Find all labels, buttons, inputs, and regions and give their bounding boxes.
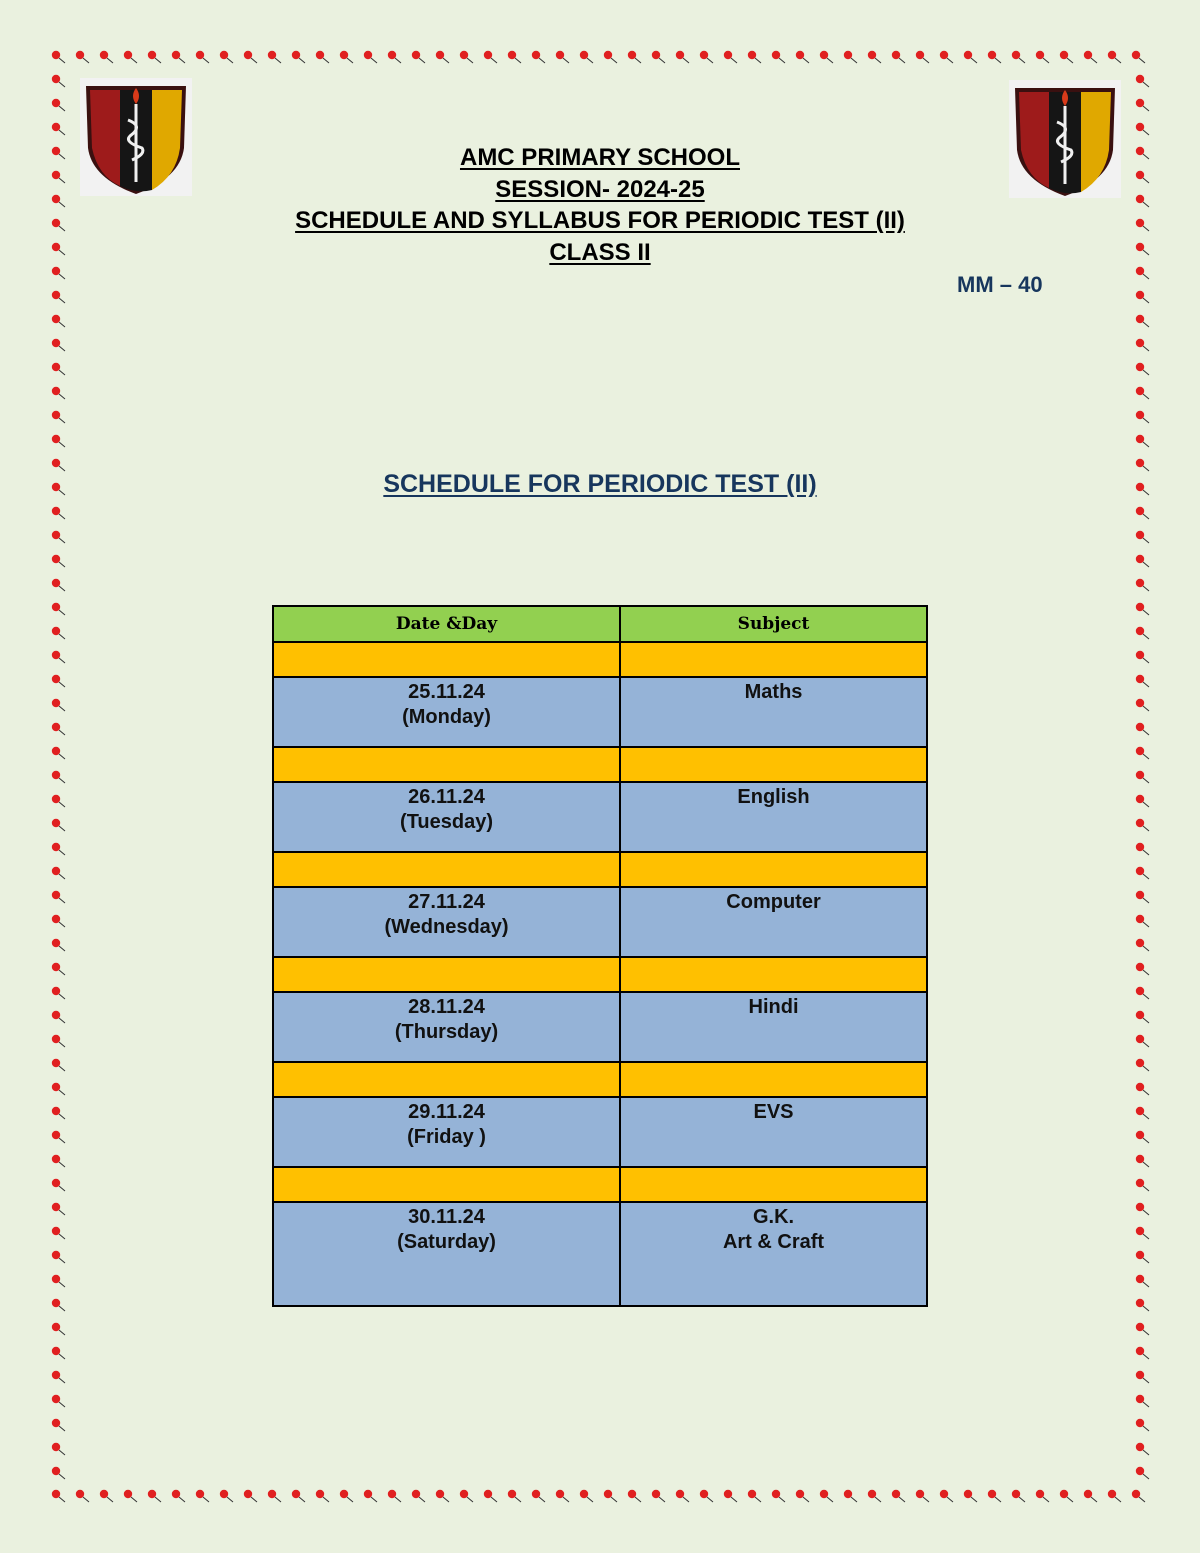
border-pin [772, 51, 785, 63]
border-pin [1136, 867, 1149, 879]
document-title: SCHEDULE AND SYLLABUS FOR PERIODIC TEST (II) [295, 207, 905, 234]
table-row [273, 782, 927, 852]
border-pin [484, 1490, 497, 1502]
border-pin [556, 1490, 569, 1502]
border-pin [292, 1490, 305, 1502]
session-line: SESSION- 2024-25 [495, 175, 705, 203]
spacer-cell [273, 852, 620, 887]
document-header [0, 142, 1200, 268]
border-pin [1136, 1083, 1149, 1095]
border-pin [196, 51, 209, 63]
day-text: (Saturday) [397, 1231, 496, 1253]
border-pin [556, 51, 569, 63]
border-pin [436, 51, 449, 63]
date-text: 27.11.24 [408, 891, 485, 913]
border-pin [628, 51, 641, 63]
border-pin [820, 1490, 833, 1502]
date-text: 29.11.24 [408, 1101, 485, 1123]
border-pin [100, 1490, 113, 1502]
border-pin [316, 51, 329, 63]
border-pin [1136, 555, 1149, 567]
border-pin [1136, 1467, 1149, 1479]
border-pin [52, 675, 65, 687]
border-pin [652, 1490, 665, 1502]
school-name: AMC PRIMARY SCHOOL [459, 144, 740, 171]
border-pin [1108, 51, 1121, 63]
border-pin [52, 531, 65, 543]
border-pin [52, 1395, 65, 1407]
column-header-subject: Subject [620, 606, 927, 642]
spacer-cell [273, 642, 620, 677]
border-pin [220, 1490, 233, 1502]
subject-text: Maths [744, 681, 803, 703]
border-pin [604, 1490, 617, 1502]
spacer-row [273, 1167, 927, 1202]
border-pin [1136, 939, 1149, 951]
border-pin [1036, 1490, 1049, 1502]
border-pin [52, 1203, 65, 1215]
border-pin [52, 99, 65, 111]
border-pin [76, 51, 89, 63]
border-pin [52, 747, 65, 759]
border-pin [1132, 51, 1145, 63]
border-pin [52, 75, 65, 87]
border-pin [580, 1490, 593, 1502]
border-pin [220, 51, 233, 63]
border-pin [1136, 1419, 1149, 1431]
border-pin [52, 651, 65, 663]
border-pin [820, 51, 833, 63]
day-text: (Thursday) [394, 1021, 499, 1043]
border-pin [52, 315, 65, 327]
border-pin [244, 1490, 257, 1502]
border-pin [652, 51, 665, 63]
border-pin [292, 51, 305, 63]
border-pin [1136, 531, 1149, 543]
table-row [273, 1097, 927, 1167]
border-pin [412, 1490, 425, 1502]
border-pin [460, 1490, 473, 1502]
border-pin [892, 1490, 905, 1502]
subject-cell [620, 992, 927, 1062]
border-pin [52, 579, 65, 591]
subject-text: English [737, 786, 810, 808]
border-pin [1136, 507, 1149, 519]
border-pin [268, 51, 281, 63]
day-text: (Tuesday) [400, 811, 494, 833]
border-pin [1136, 1011, 1149, 1023]
border-pin [1136, 747, 1149, 759]
subject-text-secondary: Art & Craft [722, 1231, 825, 1253]
border-pin [724, 1490, 737, 1502]
spacer-cell [620, 747, 927, 782]
table-row [273, 677, 927, 747]
border-pin [1136, 1203, 1149, 1215]
border-pin [52, 1323, 65, 1335]
border-pin [52, 987, 65, 999]
spacer-cell [620, 642, 927, 677]
border-pin [52, 291, 65, 303]
subject-text: EVS [753, 1101, 794, 1123]
border-pin [1136, 963, 1149, 975]
border-pin [508, 1490, 521, 1502]
schedule-table [272, 605, 928, 1307]
border-pin [52, 891, 65, 903]
border-pin [52, 1490, 65, 1502]
border-pin [1136, 795, 1149, 807]
border-pin [796, 51, 809, 63]
border-pin [1136, 387, 1149, 399]
spacer-cell [273, 1167, 620, 1202]
border-pin [1136, 1179, 1149, 1191]
border-pin [52, 363, 65, 375]
border-pin [52, 843, 65, 855]
subject-cell [620, 782, 927, 852]
border-pin [52, 1419, 65, 1431]
border-pin [1136, 675, 1149, 687]
border-pin [52, 1155, 65, 1167]
border-pin [1136, 1227, 1149, 1239]
border-pin [52, 723, 65, 735]
border-pin [1136, 627, 1149, 639]
border-pin [964, 1490, 977, 1502]
border-pin [268, 1490, 281, 1502]
border-pin [868, 51, 881, 63]
border-pin [52, 963, 65, 975]
spacer-row [273, 852, 927, 887]
border-pin [940, 51, 953, 63]
border-pin [532, 51, 545, 63]
border-pin [388, 1490, 401, 1502]
border-pin [1012, 1490, 1025, 1502]
border-pin [52, 267, 65, 279]
border-pin [1060, 51, 1073, 63]
border-pin [508, 51, 521, 63]
border-pin [988, 51, 1001, 63]
subject-cell [620, 1097, 927, 1167]
border-pin [1136, 1059, 1149, 1071]
border-pin [940, 1490, 953, 1502]
border-pin [52, 555, 65, 567]
border-pin [124, 51, 137, 63]
border-pin [1136, 411, 1149, 423]
border-pin [1136, 1347, 1149, 1359]
border-pin [484, 51, 497, 63]
border-pin [1136, 891, 1149, 903]
border-pin [1136, 123, 1149, 135]
border-pin [844, 51, 857, 63]
border-pin [1036, 51, 1049, 63]
border-pin [1136, 1443, 1149, 1455]
border-pin [1136, 915, 1149, 927]
spacer-cell [273, 1062, 620, 1097]
border-pin [604, 51, 617, 63]
column-header-date: Date &Day [273, 606, 620, 642]
border-pin [1012, 51, 1025, 63]
border-pin [52, 795, 65, 807]
border-pin [52, 123, 65, 135]
border-pin [1136, 435, 1149, 447]
border-pin [868, 1490, 881, 1502]
border-pin [52, 1179, 65, 1191]
border-pin [676, 51, 689, 63]
date-text: 25.11.24 [408, 681, 485, 703]
border-pin [196, 1490, 209, 1502]
border-pin [52, 1107, 65, 1119]
border-pin [52, 1227, 65, 1239]
border-pin [532, 1490, 545, 1502]
border-pin [52, 435, 65, 447]
border-pin [1136, 1323, 1149, 1335]
border-pin [916, 1490, 929, 1502]
border-pin [1132, 1490, 1145, 1502]
date-cell [273, 887, 620, 957]
spacer-row [273, 747, 927, 782]
border-pin [844, 1490, 857, 1502]
border-pin [124, 1490, 137, 1502]
border-pin [244, 51, 257, 63]
border-pin [1136, 603, 1149, 615]
border-pin [52, 1011, 65, 1023]
border-pin [52, 51, 65, 63]
border-pin [1136, 819, 1149, 831]
spacer-cell [620, 1062, 927, 1097]
border-pin [52, 603, 65, 615]
day-text: (Monday) [402, 706, 491, 728]
border-pin [1136, 99, 1149, 111]
border-pin [52, 1251, 65, 1263]
date-cell [273, 1097, 620, 1167]
spacer-cell [273, 957, 620, 992]
border-pin [52, 1443, 65, 1455]
date-text: 28.11.24 [408, 996, 485, 1018]
border-pin [52, 387, 65, 399]
spacer-cell [620, 852, 927, 887]
spacer-cell [273, 747, 620, 782]
border-pin [52, 1347, 65, 1359]
border-pin [52, 1059, 65, 1071]
border-pin [436, 1490, 449, 1502]
subject-cell [620, 677, 927, 747]
border-pin [148, 51, 161, 63]
border-pin [52, 1275, 65, 1287]
spacer-row [273, 642, 927, 677]
border-pin [796, 1490, 809, 1502]
border-pin [52, 627, 65, 639]
spacer-row [273, 1062, 927, 1097]
date-text: 30.11.24 [408, 1206, 485, 1228]
border-pin [52, 339, 65, 351]
border-pin [52, 939, 65, 951]
subject-cell [620, 887, 927, 957]
border-pin [676, 1490, 689, 1502]
subject-text: G.K. [752, 1206, 795, 1228]
border-pin [892, 51, 905, 63]
border-pin [1136, 771, 1149, 783]
border-pin [412, 51, 425, 63]
border-pin [724, 51, 737, 63]
border-pin [1136, 1251, 1149, 1263]
day-text: (Friday ) [407, 1126, 486, 1148]
table-header-row [273, 606, 927, 642]
border-pin [52, 507, 65, 519]
border-pin [700, 1490, 713, 1502]
table-row [273, 992, 927, 1062]
border-pin [1136, 1107, 1149, 1119]
border-pin [1136, 1155, 1149, 1167]
date-cell [273, 782, 620, 852]
border-pin [1136, 267, 1149, 279]
border-pin [52, 1371, 65, 1383]
border-pin [1136, 363, 1149, 375]
border-pin [1084, 1490, 1097, 1502]
table-row [273, 887, 927, 957]
border-pin [52, 867, 65, 879]
subject-cell [620, 1202, 927, 1306]
border-pin [700, 51, 713, 63]
date-cell [273, 677, 620, 747]
date-cell [273, 992, 620, 1062]
spacer-cell [620, 957, 927, 992]
class-line: CLASS II [549, 238, 651, 266]
border-pin [1136, 843, 1149, 855]
border-pin [100, 51, 113, 63]
border-pin [1108, 1490, 1121, 1502]
border-pin [1136, 579, 1149, 591]
table-row [273, 1202, 927, 1306]
border-pin [1136, 699, 1149, 711]
border-pin [1060, 1490, 1073, 1502]
border-pin [52, 915, 65, 927]
spacer-cell [620, 1167, 927, 1202]
border-pin [172, 51, 185, 63]
border-pin [1136, 1299, 1149, 1311]
border-pin [1136, 651, 1149, 663]
border-pin [388, 51, 401, 63]
schedule-heading: SCHEDULE FOR PERIODIC TEST (II) [383, 470, 817, 498]
spacer-row [273, 957, 927, 992]
border-pin [1084, 51, 1097, 63]
border-pin [52, 1467, 65, 1479]
border-pin [52, 771, 65, 783]
border-pin [1136, 1275, 1149, 1287]
border-pin [1136, 291, 1149, 303]
border-pin [1136, 987, 1149, 999]
subject-text: Computer [726, 891, 821, 913]
date-cell [273, 1202, 620, 1306]
border-pin [1136, 1371, 1149, 1383]
border-pin [52, 1035, 65, 1047]
border-pin [52, 1299, 65, 1311]
border-pin [76, 1490, 89, 1502]
border-pin [964, 51, 977, 63]
border-pin [340, 1490, 353, 1502]
border-pin [1136, 1131, 1149, 1143]
border-pin [1136, 339, 1149, 351]
border-pin [148, 1490, 161, 1502]
border-pin [1136, 315, 1149, 327]
border-pin [364, 51, 377, 63]
border-pin [916, 51, 929, 63]
date-text: 26.11.24 [408, 786, 485, 808]
border-pin [340, 51, 353, 63]
border-pin [52, 819, 65, 831]
border-pin [364, 1490, 377, 1502]
border-pin [172, 1490, 185, 1502]
max-marks: MM – 40 [957, 272, 1043, 297]
border-pin [52, 411, 65, 423]
border-pin [316, 1490, 329, 1502]
border-pin [1136, 1035, 1149, 1047]
border-pin [772, 1490, 785, 1502]
border-pin [1136, 1395, 1149, 1407]
border-pin [52, 699, 65, 711]
day-text: (Wednesday) [384, 916, 509, 938]
border-pin [52, 1131, 65, 1143]
border-pin [460, 51, 473, 63]
border-pin [628, 1490, 641, 1502]
border-pin [748, 51, 761, 63]
border-pin [1136, 723, 1149, 735]
border-pin [1136, 75, 1149, 87]
subject-text: Hindi [748, 996, 799, 1018]
border-pin [988, 1490, 1001, 1502]
border-pin [580, 51, 593, 63]
border-pin [52, 1083, 65, 1095]
border-pin [748, 1490, 761, 1502]
